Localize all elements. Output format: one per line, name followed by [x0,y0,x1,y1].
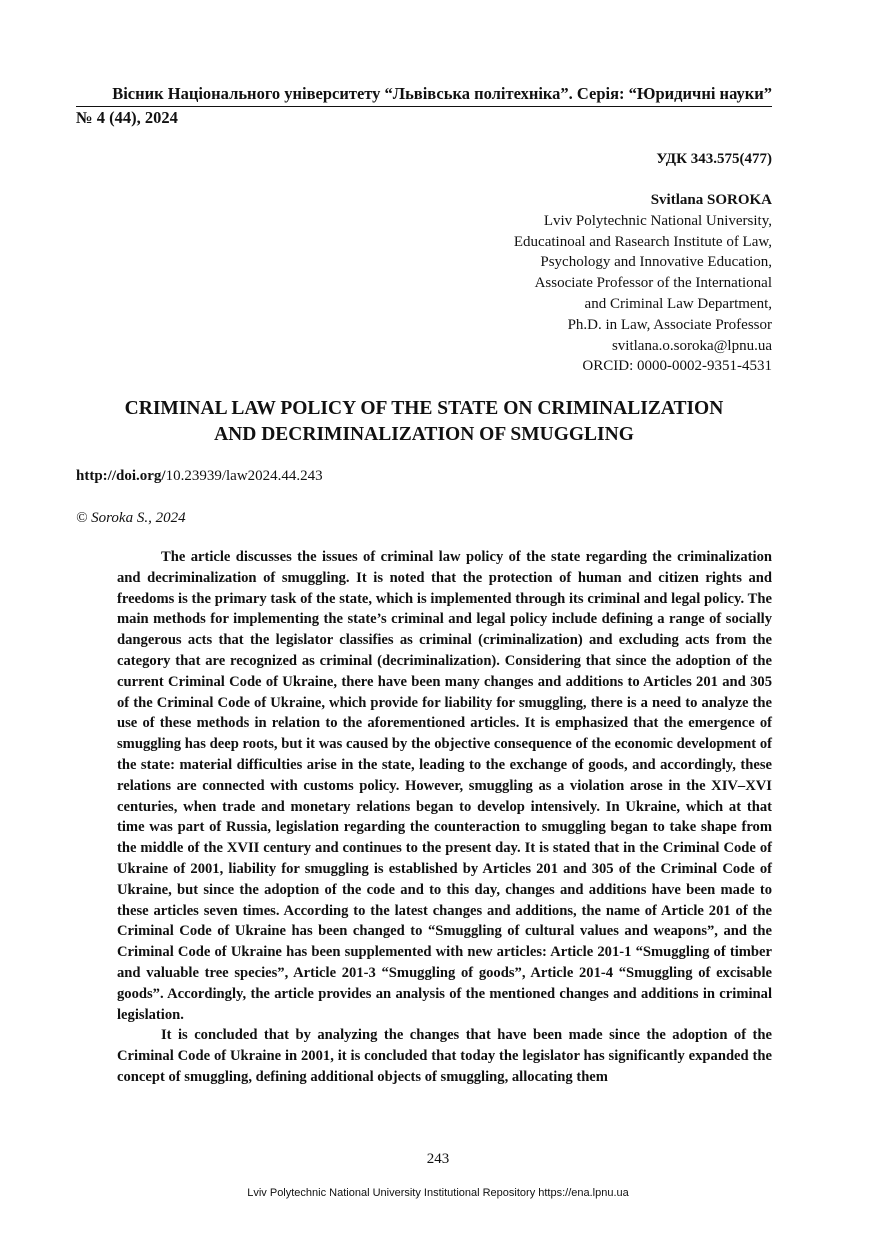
page-number: 243 [426,1151,450,1167]
doi-prefix: http://doi.org/ [76,468,166,484]
udk-code: УДК 343.575(477) [656,151,772,167]
issue-number: № 4 (44), 2024 [76,108,178,127]
affiliation-line: Psychology and Innovative Education, [540,254,772,271]
copyright-notice: © Soroka S., 2024 [76,510,186,526]
header-rule [76,106,772,107]
article-title [76,396,772,448]
abstract-paragraph: The article discusses the issues of criminal law policy of the state regarding the criminalization and decriminalization of smuggling. It is noted that the protection of human and citizen rights and freedoms is the primary task of the state, which is implemented through its criminal and legal policy. The main methods for implementing the state’s criminal and legal policy include defining a range of socially dangerous acts that the legislator classifies as criminal (criminalization) and excluding acts from the category that are recognized as criminal (decriminalization). Considering that since the adoption of the current Criminal Code of Ukraine, there have been many changes and additions to Articles 201 and 305 of the Criminal Code of Ukraine, which provide for liability for smuggling, there is a need to analyze the use of these methods in relation to the aforementioned articles. It is emphasized that the emergence of smuggling has deep roots, but it was caused by the objective consequence of the economic development of the state: material difficulties arise in the state, leading to the exchange of goods, and accordingly, these relations are connected with customs policy. However, smuggling as a violation arose in the XIV–XVI centuries, when trade and monetary relations began to develop intensively. In Ukraine, which at that time was part of Russia, legislation regarding the counteraction to smuggling began to take shape from the middle of the XVII century and continues to the present day. It is stated that in the Criminal Code of Ukraine of 2001, liability for smuggling is established by Articles 201 and 305 of the Criminal Code of Ukraine, but since the adoption of the code and to this day, changes and additions have been made to these articles seven times. According to the latest changes and additions, the name of Article 201 of the Criminal Code of Ukraine has been changed to “Smuggling of cultural values and weapons”, and the Criminal Code of Ukraine has been supplemented with new articles: Article 201-1 “Smuggling of timber and valuable tree species”, Article 201-3 “Smuggling of goods”, Article 201-4 “Smuggling of excisable goods”. Accordingly, the article provides an analysis of the mentioned changes and additions in criminal legislation. [117,549,772,1023]
affiliation-line: and Criminal Law Department, [584,295,772,312]
abstract-paragraph: It is concluded that by analyzing the changes that have been made since the adoption of the Criminal Code of Ukraine in 2001, it is concluded that today the legislator has significantly expanded the concept of smuggling, defining additional objects of smuggling, allocating them [117,1027,772,1085]
author-orcid: ORCID: 0000-0002-9351-4531 [582,358,772,375]
journal-title: Вісник Національного університету “Львівська політехніка”. Серія: “Юридичні науки” [112,84,772,103]
author-email[interactable]: svitlana.o.soroka@lpnu.ua [611,337,772,354]
affiliation-line: Associate Professor of the International [534,275,772,292]
article-title-line: AND DECRIMINALIZATION OF SMUGGLING [214,424,634,445]
article-title-line: CRIMINAL LAW POLICY OF THE STATE ON CRIMINALIZATION [124,398,724,419]
author-name: Svitlana SOROKA [650,192,772,208]
affiliation-line: Lviv Polytechnic National University, [543,212,772,229]
affiliation-line: Educatinoal and Rasearch Institute of Law, [513,233,772,250]
affiliation-line: Ph.D. in Law, Associate Professor [567,316,772,333]
doi-id: 10.23939/law2024.44.243 [165,468,323,484]
repository-footer: Lviv Polytechnic National University Institutional Repository https://ena.lpnu.ua [247,1187,629,1199]
doi-link[interactable] [76,467,323,485]
abstract [117,547,772,1088]
author-block [352,190,772,377]
